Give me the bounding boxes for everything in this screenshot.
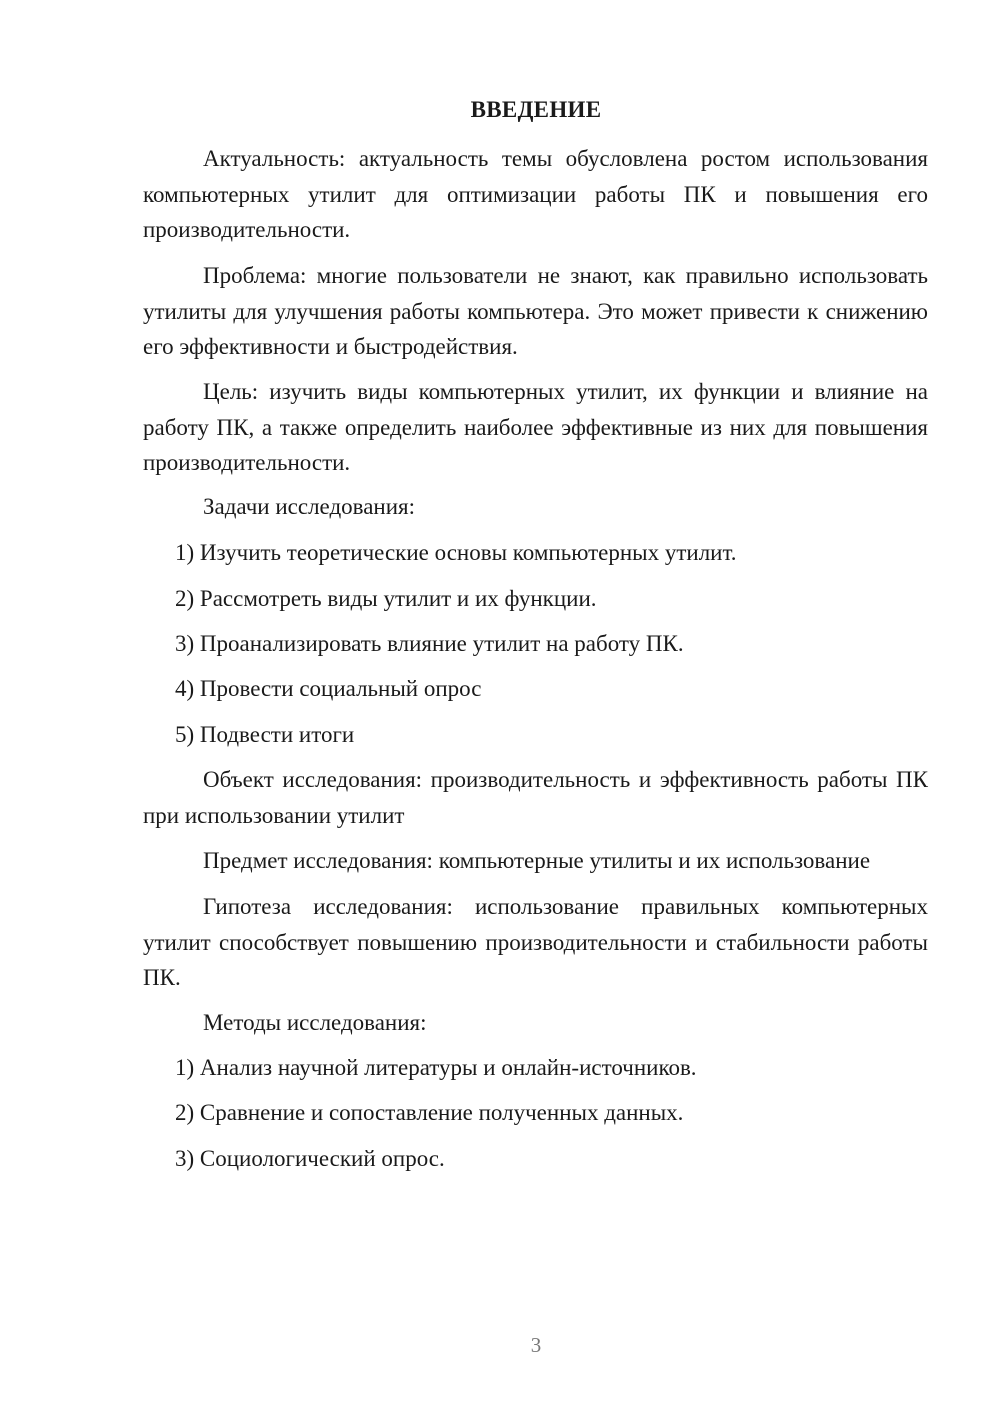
method-item-2: 2) Сравнение и сопоставление полученных данных. bbox=[175, 1100, 684, 1125]
task-item-1: 1) Изучить теоретические основы компьютерных утилит. bbox=[175, 540, 737, 565]
method-item-3: 3) Социологический опрос. bbox=[175, 1146, 445, 1171]
task-item-4: 4) Провести социальный опрос bbox=[175, 676, 482, 701]
goal-paragraph: Цель: изучить виды компьютерных утилит, их функции и влияние на работу ПК, а также определить наиболее эффективные из них для повышения производительности. bbox=[143, 379, 928, 475]
methods-heading: Методы исследования: bbox=[203, 1010, 427, 1035]
problem-paragraph: Проблема: многие пользователи не знают, как правильно использовать утилиты для улучшения работы компьютера. Это может привести к снижению его эффективности и быстродействия. bbox=[143, 263, 928, 359]
hypothesis-paragraph: Гипотеза исследования: использование правильных компьютерных утилит способствует повышению производительности и стабильности работы ПК. bbox=[143, 894, 928, 990]
tasks-heading: Задачи исследования: bbox=[203, 494, 416, 519]
page-number: 3 bbox=[530, 1333, 542, 1357]
page-title: ВВЕДЕНИЕ bbox=[470, 97, 602, 122]
task-item-3: 3) Проанализировать влияние утилит на работу ПК. bbox=[175, 631, 684, 656]
relevance-paragraph: Актуальность: актуальность темы обусловлена ростом использования компьютерных утилит для оптимизации работы ПК и повышения его производительности. bbox=[143, 146, 928, 242]
task-item-5: 5) Подвести итоги bbox=[175, 722, 355, 747]
subject-paragraph: Предмет исследования: компьютерные утилиты и их использование bbox=[203, 848, 871, 873]
method-item-1: 1) Анализ научной литературы и онлайн-источников. bbox=[175, 1055, 697, 1080]
task-item-2: 2) Рассмотреть виды утилит и их функции. bbox=[175, 586, 597, 611]
object-paragraph: Объект исследования: производительность и эффективность работы ПК при использовании утилит bbox=[143, 767, 928, 828]
